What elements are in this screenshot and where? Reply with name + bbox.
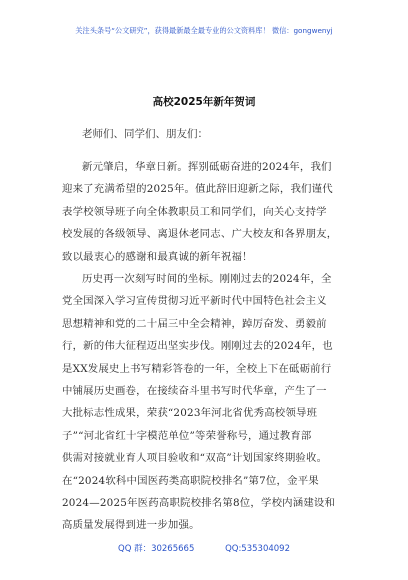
paragraph-line: 迎来了充满希望的2025年。值此辞旧迎新之际，我们谨代 bbox=[62, 183, 333, 196]
paragraph-line: 校发展的各级领导、离退休老同志、广大校友和各界朋友， bbox=[62, 228, 338, 241]
paragraph-line: 高质量发展得到进一步加强。 bbox=[62, 519, 200, 532]
paragraph-line: 致以最衷心的感谢和最真诚的新年祝福！ bbox=[62, 250, 253, 263]
paragraph-line: 表学校领导班子向全体教职员工和同学们，向关心支持学 bbox=[62, 205, 327, 218]
paragraph-2 bbox=[62, 268, 352, 537]
page-title: 高校2025年新年贺词 bbox=[152, 96, 256, 108]
paragraph-line: 党全国深入学习宣传贯彻习近平新时代中国特色社会主义 bbox=[62, 295, 327, 308]
greeting: 老师们、同学们、朋友们： bbox=[82, 128, 208, 140]
header-banner: 关注头条号“公文研究”，获得最新最全最专业的公文资料库！ 微信：gongwenyj bbox=[75, 26, 333, 35]
paragraph-line: 思想精神和党的二十届三中全会精神，踔厉奋发、勇毅前 bbox=[62, 317, 327, 330]
paragraph-line: 2024—2025年医药高职院校排名第8位，学校内涵建设和 bbox=[62, 497, 336, 510]
paragraph-line: 子”“河北省红十字模范单位”等荣誉称号，通过教育部 bbox=[62, 429, 312, 442]
paragraph-line: 历史再一次刻写时间的坐标。刚刚过去的2024年，全 bbox=[82, 273, 332, 285]
paragraph-line: 在“2024软科中国医药类高职院校排名”第7位，金平果 bbox=[62, 474, 319, 487]
footer-qq: QQ:535304092 bbox=[225, 544, 290, 554]
paragraph-1 bbox=[62, 156, 352, 268]
paragraph-line: 大批标志性成果，荣获“2023年河北省优秀高校领导班 bbox=[62, 407, 318, 420]
paragraph-line: 中铺展历史画卷，在接续奋斗里书写时代华章，产生了一 bbox=[62, 385, 327, 398]
footer-contact bbox=[0, 542, 408, 554]
footer-qq-group: QQ 群：30265665 bbox=[118, 544, 195, 554]
paragraph-line: 供需对接就业育人项目验收和“双高”计划国家终期验收。 bbox=[62, 452, 328, 465]
paragraph-line: 新元肇启，华章日新。挥别砥砺奋进的2024年，我们 bbox=[82, 161, 332, 173]
paragraph-line: 行，新的伟大征程迈出坚实步伐。刚刚过去的2024年，也 bbox=[62, 340, 333, 353]
paragraph-line: 是XX发展史上书写精彩答卷的一年，全校上下在砥砺前行 bbox=[62, 362, 332, 375]
